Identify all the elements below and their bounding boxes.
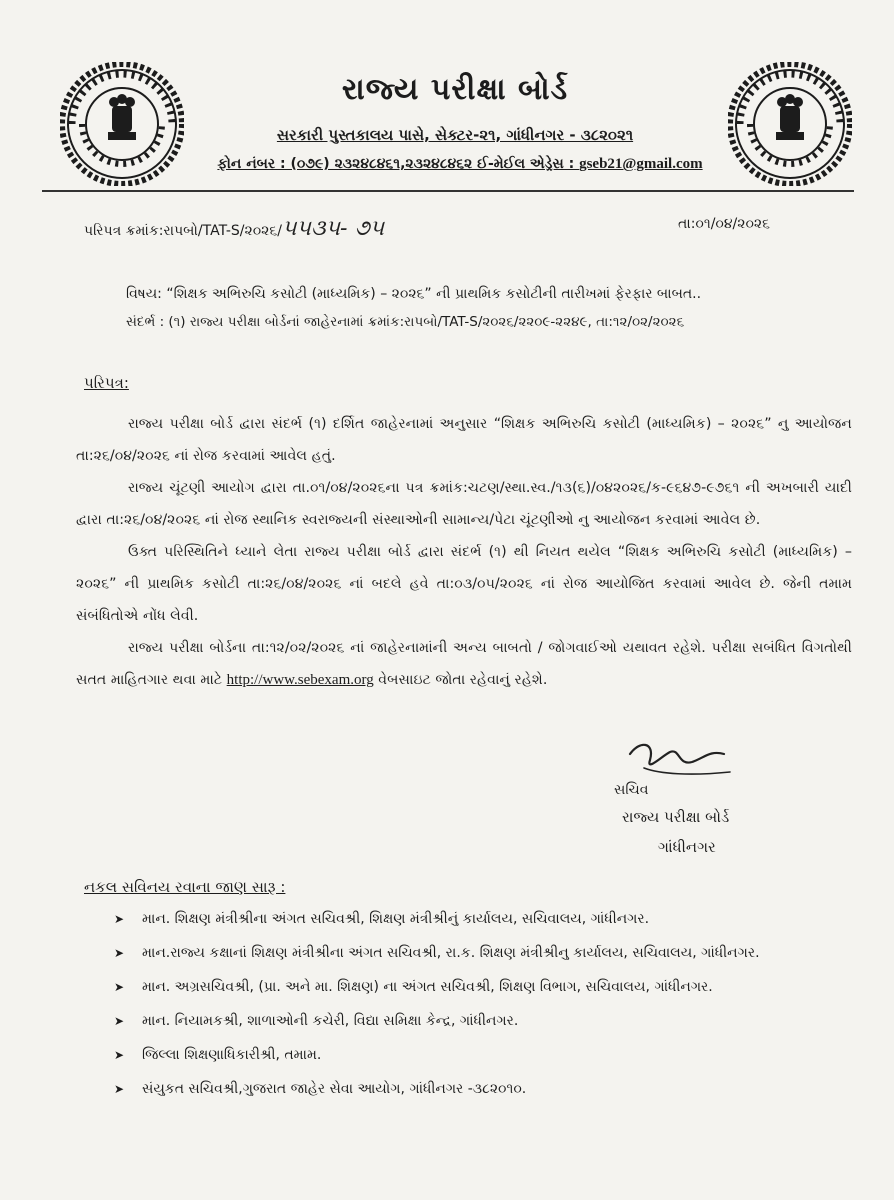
- circular-date: તા:૦૧/૦૪/૨૦૨૬: [678, 216, 770, 232]
- website-link[interactable]: http://www.sebexam.org: [226, 672, 374, 688]
- board-seal-emblem-icon: [60, 62, 184, 186]
- list-item: [114, 1074, 854, 1104]
- board-seal-emblem-icon: [728, 62, 852, 186]
- arrow-bullet-icon: ➤: [114, 980, 125, 994]
- body-paragraph: ઉક્ત પરિસ્થિતિને ધ્યાને લેતા રાજ્ય પરીક્ષા બોર્ડ દ્વારા સંદર્ભ (૧) થી નિયત થયેલ “શિક્ષક અભિરુચિ કસોટી (માધ્યમિક) – ૨૦૨૬” ની પ્રાથમિક કસોટી તા:૨૬/૦૪/૨૦૨૬ નાં બદલે હવે તા:૦૩/૦૫/૨૦૨૬ નાં રોજ આયોજિત કરવામાં આવેલ છે. જેની તમામ સંબંધિતોએ નોંધ લેવી.: [76, 544, 852, 624]
- circular-heading: પરિપત્ર:: [84, 374, 129, 392]
- arrow-bullet-icon: ➤: [114, 912, 125, 926]
- contact-email-link[interactable]: gseb21@gmail.com: [579, 156, 703, 172]
- body-paragraph-text: રાજ્ય પરીક્ષા બોર્ડના તા:૧૨/૦૨/૨૦૨૬ નાં જાહેરનામાંની અન્ય બાબતો / જોગવાઈઓ યથાવત રહેશે. પરીક્ષા સબંધિત વિગતોથી સતત માહિતગાર થવા માટે: [76, 640, 852, 688]
- list-item-text: માન. નિયામકશ્રી, શાળાઓની કચેરી, વિદ્યા સમિક્ષા કેન્દ્ર, ગાંધીનગર.: [142, 1013, 519, 1029]
- list-item: [114, 904, 854, 934]
- copy-to-heading: નકલ સવિનય રવાના જાણ સારૂ :: [84, 878, 286, 896]
- circular-number-handwritten: ૫૫૩૫- ૭૫: [281, 216, 385, 241]
- board-title: રાજ્ય પરીક્ષા બોર્ડ: [341, 72, 569, 107]
- list-item-text: સંયુકત સચિવશ્રી,ગુજરાત જાહેર સેવા આયોગ, ગાંધીનગર -૩૮૨૦૧૦.: [142, 1081, 527, 1097]
- board-contact: [180, 156, 740, 173]
- list-item-text: માન.રાજ્ય કક્ષાનાં શિક્ષણ મંત્રીશ્રીના અંગત સચિવશ્રી, રા.ક. શિક્ષણ મંત્રીશ્રીનુ કાર્યાલય, સચિવાલય, ગાંધીનગર.: [142, 945, 760, 961]
- signatory-city: ગાંધીનગર: [658, 838, 716, 856]
- circular-number: [84, 216, 384, 241]
- list-item: [114, 938, 854, 968]
- list-item-text: માન. શિક્ષણ મંત્રીશ્રીના અંગત સચિવશ્રી, શિક્ષણ મંત્રીશ્રીનું કાર્યાલય, સચિવાલય, ગાંધીનગર.: [142, 911, 650, 927]
- circular-number-prefix: પરિપત્ર ક્રમાંક:રાપબો/TAT-S/૨૦૨૬/: [84, 223, 282, 239]
- list-item-text: જિલ્લા શિક્ષણાધિકારીશ્રી, તમામ.: [142, 1047, 322, 1063]
- arrow-bullet-icon: ➤: [114, 946, 125, 960]
- circular-body: [76, 408, 852, 696]
- body-paragraph: રાજ્ય પરીક્ષા બોર્ડ દ્વારા સંદર્ભ (૧) દર્શિત જાહેરનામાં અનુસાર “શિક્ષક અભિરુચિ કસોટી (માધ્યમિક) – ૨૦૨૬” નુ આયોજન તા:૨૬/૦૪/૨૦૨૬ નાં રોજ કરવામાં આવેલ હતું.: [76, 416, 852, 464]
- list-item-text: માન. અગ્રસચિવશ્રી, (પ્રા. અને મા. શિક્ષણ) ના અંગત સચિવશ્રી, શિક્ષણ વિભાગ, સચિવાલય, ગાંધીનગર.: [142, 979, 713, 995]
- arrow-bullet-icon: ➤: [114, 1082, 125, 1096]
- board-address: સરકારી પુસ્તકાલય પાસે, સેક્ટર-૨૧, ગાંધીનગર - ૩૮૨૦૨૧: [276, 126, 634, 144]
- contact-phone-label: ફોન નંબર : (૦૭૯) ૨૩૨૪૮૪૬૧,૨૩૨૪૮૪૬૨ ઈ-મેઈલ એડ્રેસ :: [217, 156, 580, 172]
- body-paragraph-text: વેબસાઇટ જોતા રહેવાનું રહેશે.: [373, 672, 548, 688]
- list-item: [114, 1040, 854, 1070]
- body-paragraph: રાજ્ય ચૂંટણી આયોગ દ્વારા તા.૦૧/૦૪/૨૦૨૬ના પત્ર ક્રમાંક:ચટણ/સ્થા.સ્વ./૧૩(૬)/૦૪૨૦૨૬/ક-૯૬૪૭-૯૭૬૧ ની અખબારી યાદી દ્વારા તા:૨૬/૦૪/૨૦૨૬ નાં રોજ સ્થાનિક સ્વરાજ્યની સંસ્થાઓની સામાન્ય/પેટા ચૂંટણીઓ નુ આયોજન કરવામાં આવેલ છે.: [76, 480, 852, 528]
- subject-line: વિષય: “શિક્ષક અભિરુચિ કસોટી (માધ્યમિક) – ૨૦૨૬” ની પ્રાથમિક કસોટીની તારીખમાં ફેરફાર બાબત..: [126, 286, 702, 302]
- signatory-board: રાજ્ય પરીક્ષા બોર્ડ: [622, 808, 730, 826]
- arrow-bullet-icon: ➤: [114, 1048, 125, 1062]
- list-item: [114, 1006, 854, 1036]
- signatory-title: સચિવ: [614, 782, 649, 798]
- list-item: [114, 972, 854, 1002]
- arrow-bullet-icon: ➤: [114, 1014, 125, 1028]
- header-divider: [42, 190, 854, 192]
- body-paragraph: [76, 632, 852, 696]
- reference-line: સંદર્ભ : (૧) રાજ્ય પરીક્ષા બોર્ડનાં જાહેરનામાં ક્રમાંક:રાપબો/TAT-S/૨૦૨૬/૨૨૦૯-૨૨૪૯, તા:૧૨/૦૨/૨૦૨૬: [126, 314, 685, 330]
- copy-to-list: [114, 904, 854, 1108]
